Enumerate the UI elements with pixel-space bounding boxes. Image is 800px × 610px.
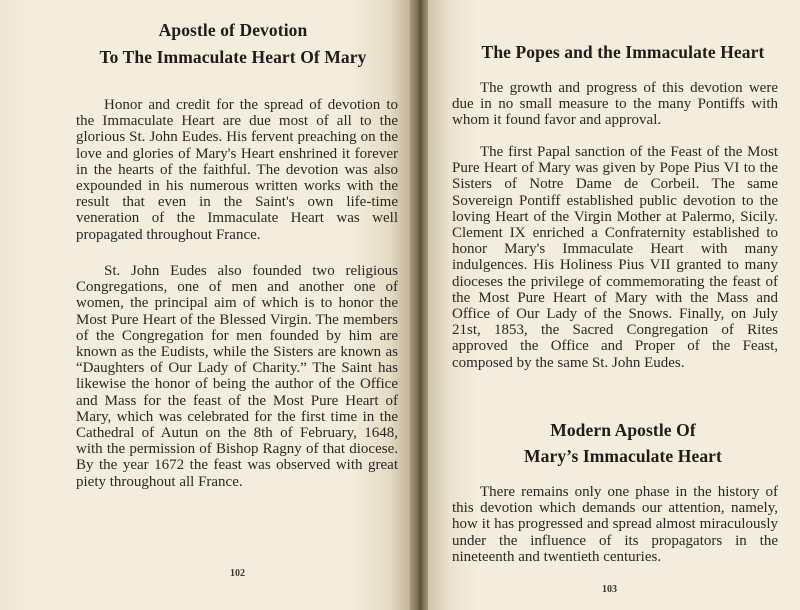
left-title-line1: Apostle of Devotion — [158, 20, 308, 40]
right-paragraph-2: The first Papal sanction of the Feast of the Most Pure Heart of Mary was given by Pope Pius VI to the Sisters of Notre Dame de Corbeil. The same Sovereign Pontiff established public devotion to the loving Heart of the Virgin Mother at Palermo, Sicily. Clement IX enriched a Confraternity established to honor Mary's Immaculate Heart with many indulgences. His Holiness Pius VII granted to many dioceses the privilege of commemorating the feast of the Most Pure Heart of Mary with the Mass and Office of Our Lady of the Snows. Finally, on July 21st, 1853, the Sacred Congregation of Rites approved the Office and Proper of the Feast, composed by the same St. John Eudes. — [452, 144, 778, 371]
left-paragraph-2: St. John Eudes also founded two religious Congregations, one of men and another one of women, the principal aim of which is to honor the Most Pure Heart of the Blessed Virgin. The members of the Congregation for men founded by him are known as the Eudists, while the Sisters are known as “Daughters of Our Lady of Charity.” The Saint has likewise the honor of being the author of the Office and Mass for the feast of the Most Pure Heart of Mary, which was celebrated for the first time in the Cathedral of Autun on the 8th of February, 1648, with the permission of Bishop Ragny of that diocese. By the year 1672 the feast was observed with great piety throughout all France. — [76, 263, 398, 490]
right-subtitle-line1: Modern Apostle Of — [550, 420, 696, 440]
right-page — [428, 0, 800, 610]
right-title: The Popes and the Immaculate Heart — [481, 42, 765, 62]
right-subtitle-line2: Mary’s Immaculate Heart — [524, 446, 722, 466]
left-title-line2: To The Immaculate Heart Of Mary — [99, 47, 367, 67]
book-gutter — [410, 0, 428, 610]
left-paragraph-1: Honor and credit for the spread of devotion to the Immaculate Heart are due most of all to the glorious St. John Eudes. His fervent preaching on the love and glories of Mary's Heart enshrined it forever in the hearts of the faithful. The devotion was also expounded in his numerous written works with the result that even in the Saint's own life-time veneration of the Immaculate Heart was well propagated throughout France. — [76, 97, 398, 243]
right-paragraph-3: There remains only one phase in the history of this devotion which demands our attention, namely, how it has progressed and spread almost miraculously under the influence of its propagators in the nineteenth and twentieth centuries. — [452, 484, 778, 565]
left-page-number: 102 — [230, 568, 245, 579]
right-paragraph-1: The growth and progress of this devotion were due in no small measure to the many Pontiffs with whom it found favor and approval. — [452, 80, 778, 129]
right-page-number: 103 — [602, 584, 617, 595]
